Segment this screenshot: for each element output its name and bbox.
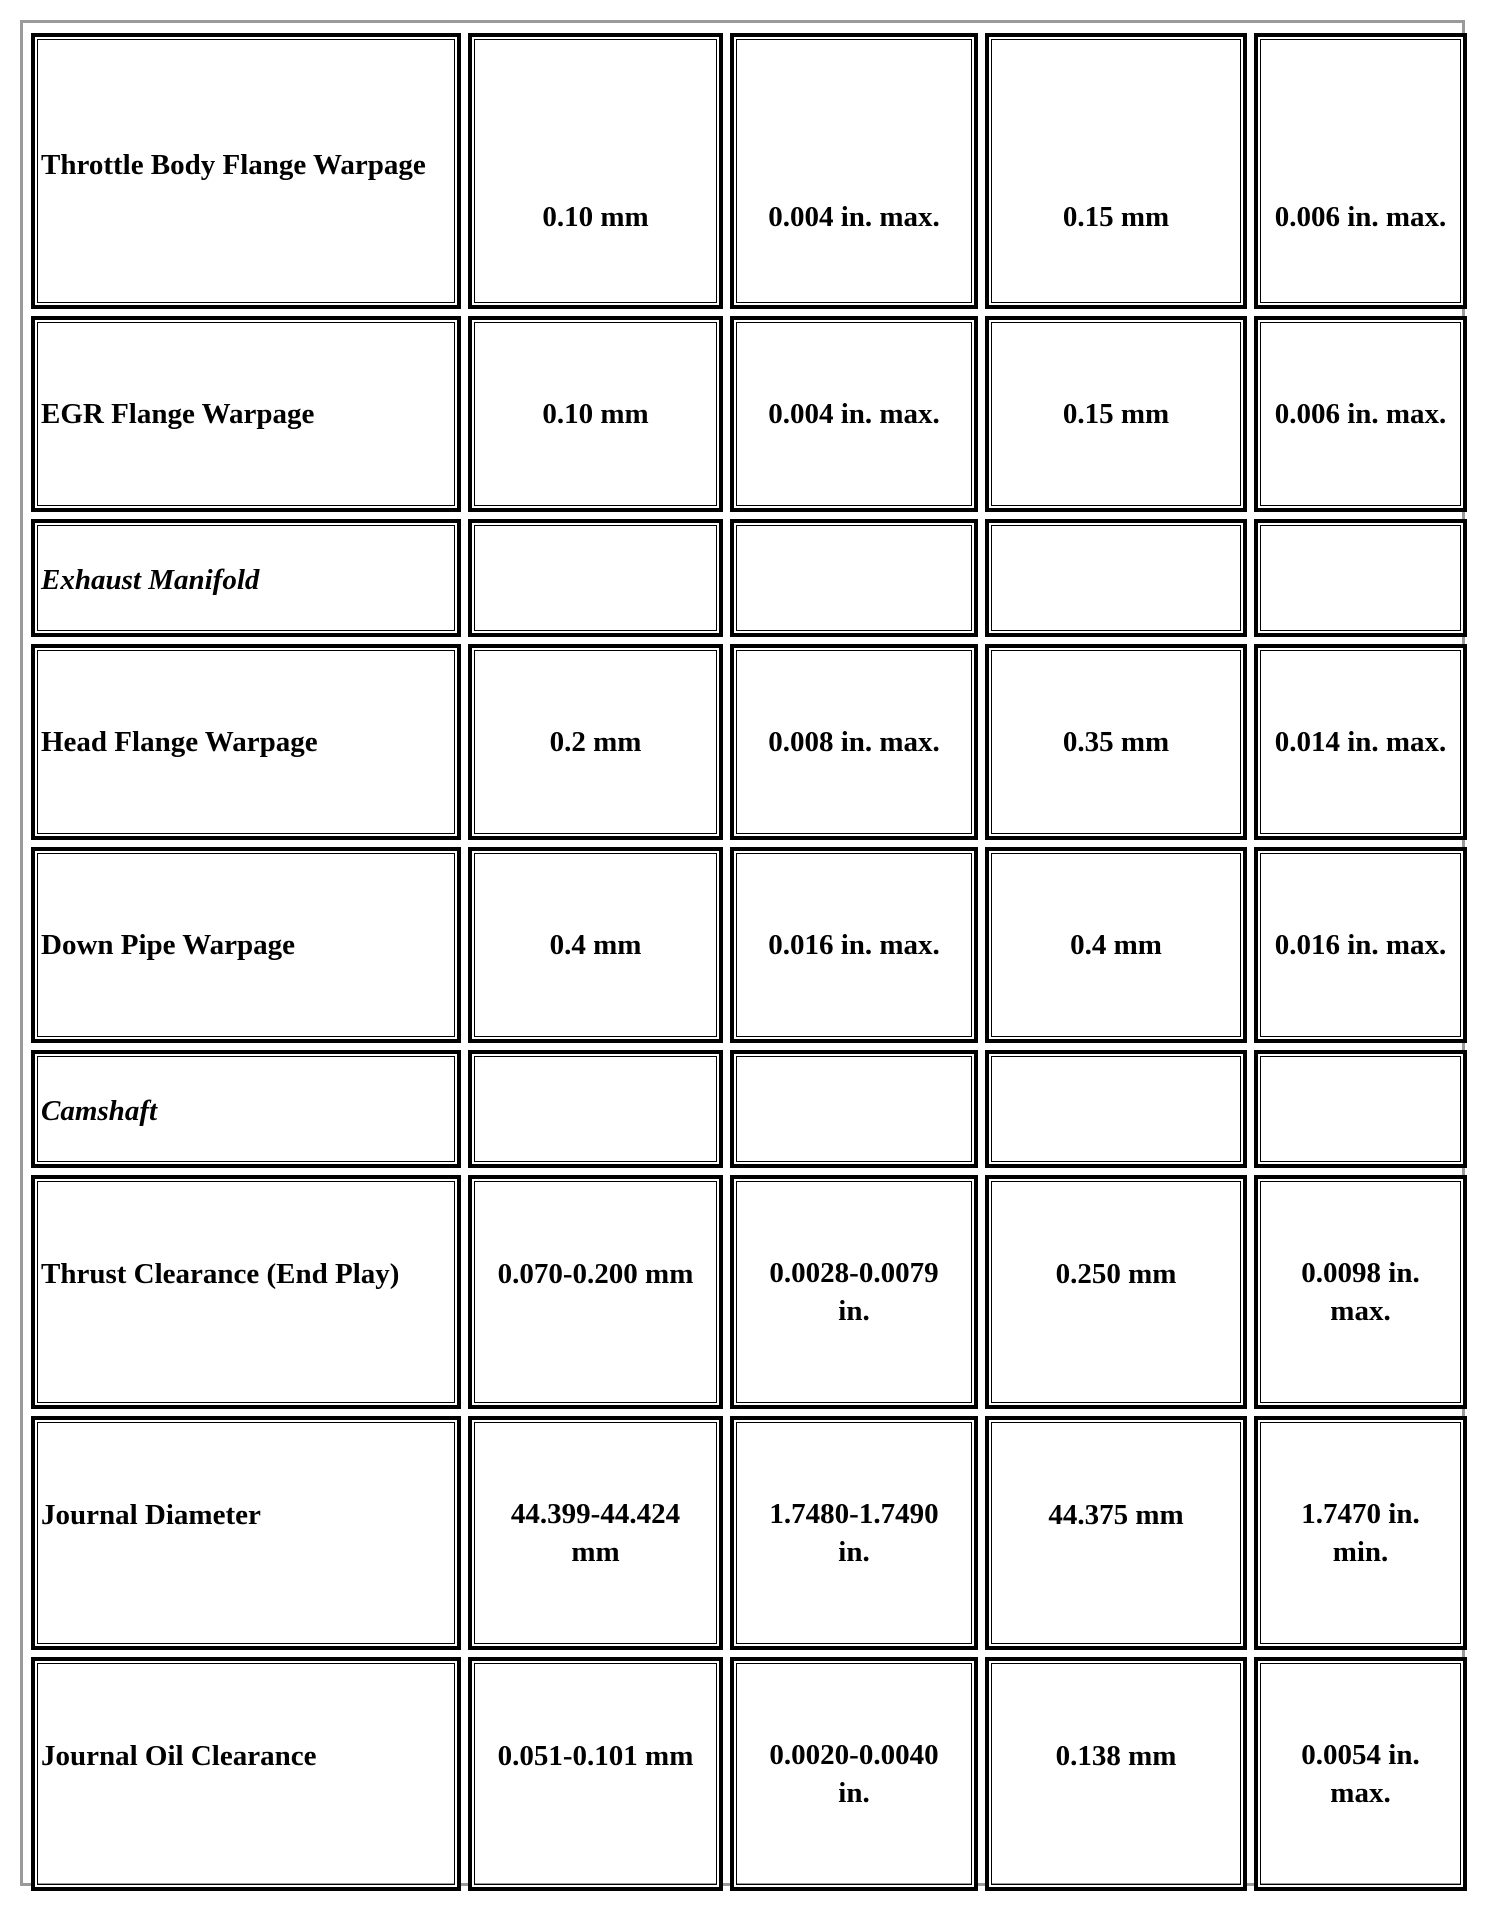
table-row [31, 33, 1467, 309]
table-cell [468, 1050, 723, 1168]
table-row [31, 644, 1467, 840]
table-cell: 0.4 mm [468, 847, 723, 1043]
table-row [31, 1175, 1467, 1409]
table-cell: 0.4 mm [985, 847, 1247, 1043]
table-cell: 44.399-44.424 mm [468, 1416, 723, 1650]
table-cell [730, 519, 978, 637]
table-cell: 1.7480-1.7490 in. [730, 1416, 978, 1650]
row-label: Head Flange Warpage [31, 644, 461, 840]
table-cell: 0.2 mm [468, 644, 723, 840]
table-cell: 0.004 in. max. [730, 33, 978, 309]
table-row [31, 1416, 1467, 1650]
table-cell: 0.250 mm [985, 1175, 1247, 1409]
row-label: Thrust Clearance (End Play) [31, 1175, 461, 1409]
table-cell: 0.070-0.200 mm [468, 1175, 723, 1409]
section-label: Camshaft [31, 1050, 461, 1168]
table-cell [730, 1050, 978, 1168]
table-cell: 0.006 in. max. [1254, 316, 1467, 512]
table-cell: 0.016 in. max. [730, 847, 978, 1043]
table-cell: 0.138 mm [985, 1657, 1247, 1891]
table-cell: 0.004 in. max. [730, 316, 978, 512]
table-cell: 44.375 mm [985, 1416, 1247, 1650]
table-cell [1254, 1050, 1467, 1168]
specification-table [24, 26, 1474, 1898]
table-cell [985, 519, 1247, 637]
row-label: Down Pipe Warpage [31, 847, 461, 1043]
table-cell [985, 1050, 1247, 1168]
section-label: Exhaust Manifold [31, 519, 461, 637]
table-cell: 0.0028-0.0079 in. [730, 1175, 978, 1409]
row-label: Journal Diameter [31, 1416, 461, 1650]
table-row [31, 847, 1467, 1043]
table-cell: 0.15 mm [985, 33, 1247, 309]
table-row [31, 316, 1467, 512]
row-label: Throttle Body Flange Warpage [31, 33, 461, 309]
table-cell: 0.10 mm [468, 316, 723, 512]
table-cell: 0.0020-0.0040 in. [730, 1657, 978, 1891]
table-cell: 0.0054 in. max. [1254, 1657, 1467, 1891]
table-cell: 0.014 in. max. [1254, 644, 1467, 840]
row-label: EGR Flange Warpage [31, 316, 461, 512]
table-cell: 0.35 mm [985, 644, 1247, 840]
table-cell: 1.7470 in. min. [1254, 1416, 1467, 1650]
table-cell [468, 519, 723, 637]
table-cell: 0.051-0.101 mm [468, 1657, 723, 1891]
table-cell: 0.15 mm [985, 316, 1247, 512]
section-row [31, 1050, 1467, 1168]
table-cell: 0.008 in. max. [730, 644, 978, 840]
table-cell [1254, 519, 1467, 637]
table-cell: 0.016 in. max. [1254, 847, 1467, 1043]
table-cell: 0.0098 in. max. [1254, 1175, 1467, 1409]
table-row [31, 1657, 1467, 1891]
section-row [31, 519, 1467, 637]
row-label: Journal Oil Clearance [31, 1657, 461, 1891]
table-cell: 0.006 in. max. [1254, 33, 1467, 309]
table-cell: 0.10 mm [468, 33, 723, 309]
